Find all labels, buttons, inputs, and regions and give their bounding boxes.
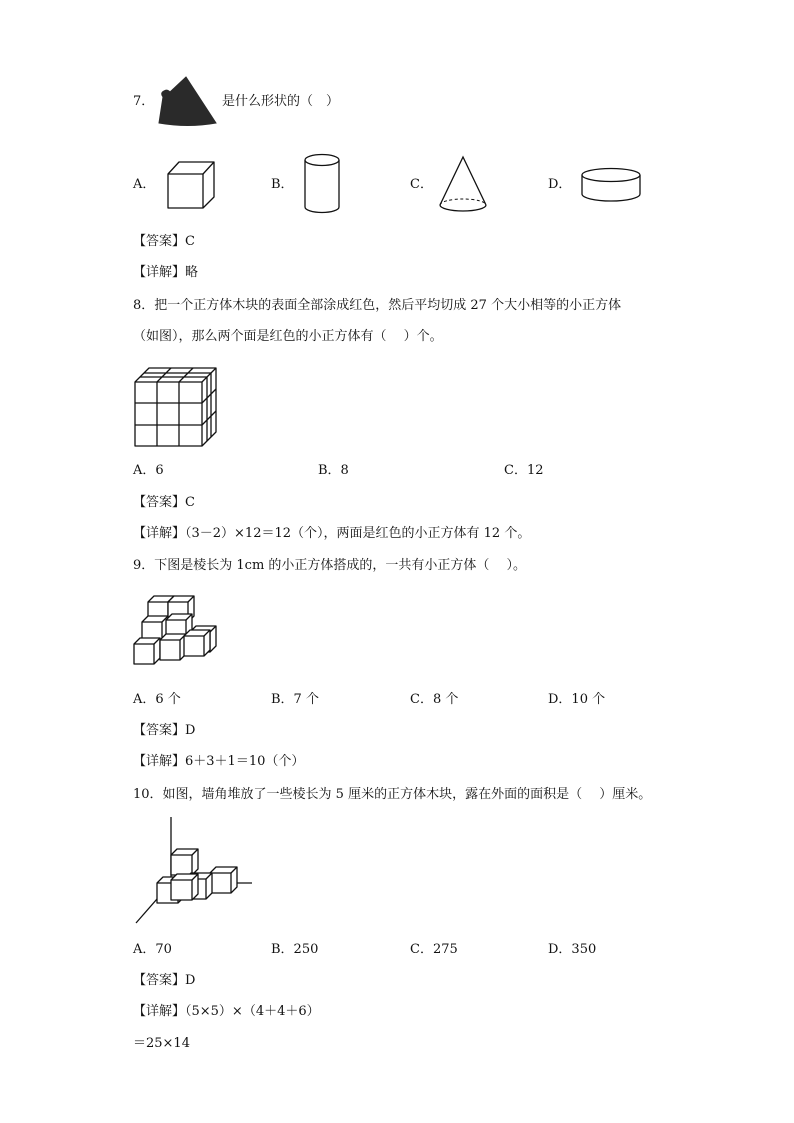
cube-shape-icon xyxy=(166,160,218,210)
q7-stem: 是什么形状的（ ） xyxy=(222,94,340,109)
q8-option-a: A．6 xyxy=(133,463,164,478)
q10-option-a: A．70 xyxy=(133,942,172,957)
q10-option-d: D．350 xyxy=(548,942,597,957)
q7-option-a: A． xyxy=(133,177,156,192)
q8-stem-line2: （如图），那么两个面是红色的小正方体有（ ）个。 xyxy=(133,329,443,344)
q7-number: 7． xyxy=(133,94,155,109)
q7-answer: 【答案】C xyxy=(133,234,195,249)
q8-option-c: C．12 xyxy=(504,463,544,478)
q7-option-b: B． xyxy=(271,177,294,192)
cube-stack-figure xyxy=(132,592,222,666)
q9-option-c: C．8 个 xyxy=(410,692,459,707)
q8-stem-line1: 8．把一个正方体木块的表面全部涂成红色，然后平均切成 27 个大小相等的小正方体 xyxy=(133,298,622,313)
q7-detail: 【详解】略 xyxy=(133,265,199,280)
black-cone-shape xyxy=(156,76,218,128)
q9-option-b: B．7 个 xyxy=(271,692,319,707)
rubik-cube-figure xyxy=(134,366,218,448)
q10-option-c: C．275 xyxy=(410,942,458,957)
q9-answer: 【答案】D xyxy=(133,723,196,738)
q9-stem: 9．下图是棱长为 1cm 的小正方体搭成的，一共有小正方体（ ）。 xyxy=(133,558,527,573)
q10-answer: 【答案】D xyxy=(133,973,196,988)
q10-detail-line1: 【详解】（5×5）×（4＋4＋6） xyxy=(133,1004,320,1019)
q8-detail: 【详解】（3－2）×12＝12（个），两面是红色的小正方体有 12 个。 xyxy=(133,526,531,541)
q8-option-b: B．8 xyxy=(318,463,349,478)
q9-detail: 【详解】6＋3＋1＝10（个） xyxy=(133,754,305,769)
q10-detail-line2: ＝25×14 xyxy=(133,1036,190,1051)
q7-option-c: C． xyxy=(410,177,433,192)
q10-option-b: B．250 xyxy=(271,942,319,957)
cone-shape-icon xyxy=(438,153,490,215)
q7-option-d: D． xyxy=(548,177,572,192)
flat-cylinder-shape-icon xyxy=(580,166,644,204)
q9-option-a: A．6 个 xyxy=(133,692,181,707)
cylinder-shape-icon xyxy=(303,153,343,215)
wall-corner-cubes-figure xyxy=(133,815,255,927)
q10-stem: 10．如图，墙角堆放了一些棱长为 5 厘米的正方体木块，露在外面的面积是（ ）厘米。 xyxy=(133,787,652,802)
q8-answer: 【答案】C xyxy=(133,495,195,510)
q9-option-d: D．10 个 xyxy=(548,692,606,707)
